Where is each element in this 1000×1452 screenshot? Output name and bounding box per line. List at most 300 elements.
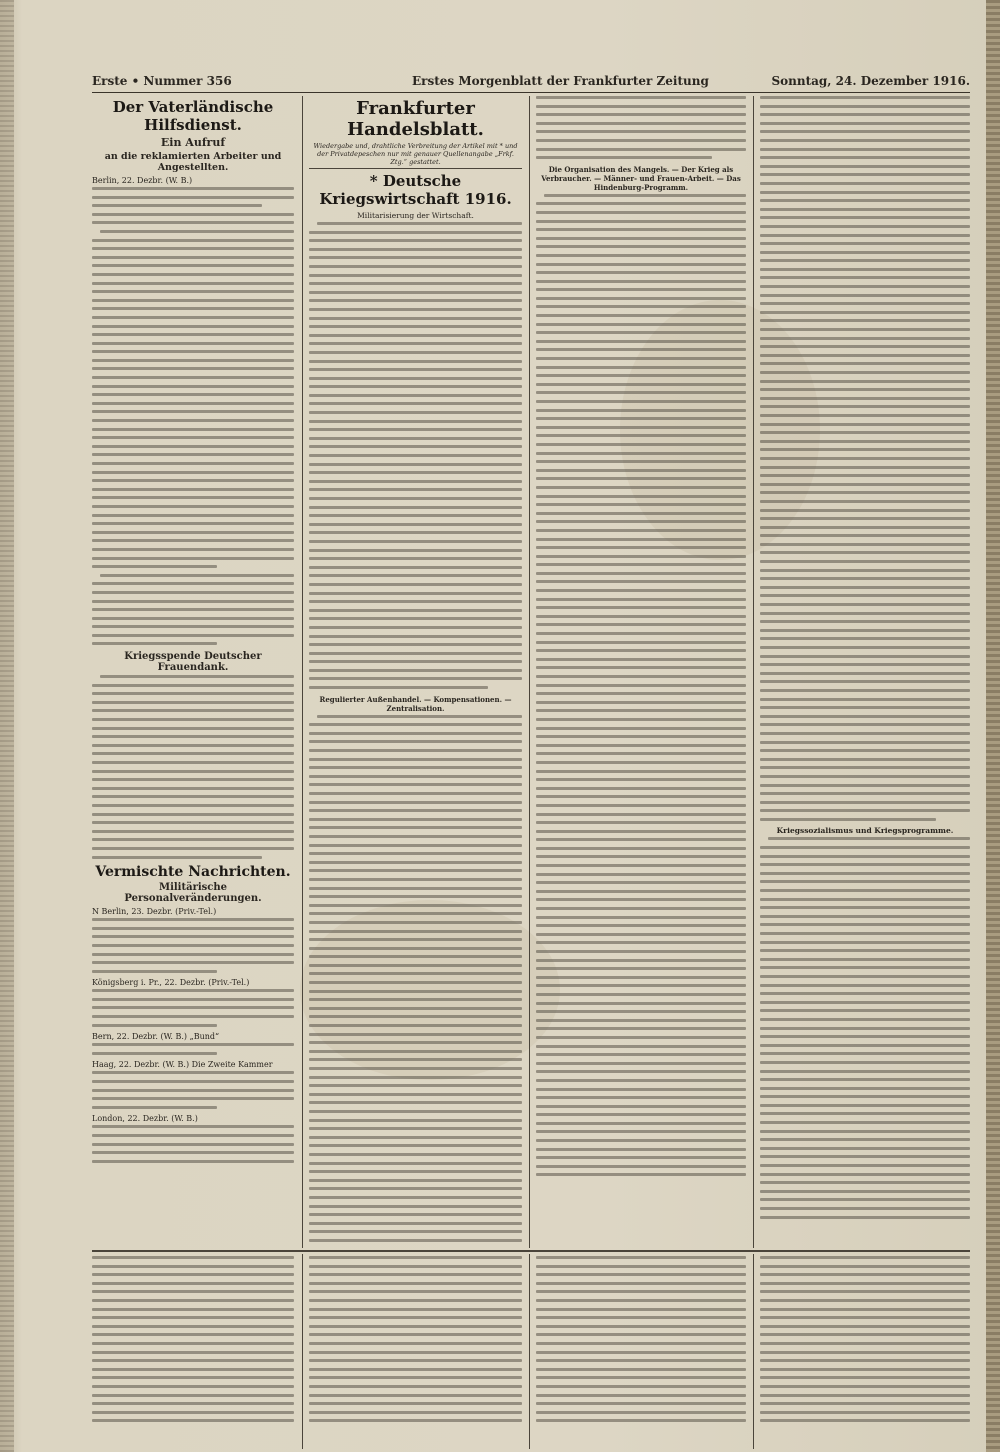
text-line xyxy=(309,1385,522,1388)
text-line xyxy=(536,538,746,541)
text-line xyxy=(760,949,970,952)
text-line xyxy=(536,1148,746,1151)
text-line xyxy=(309,1419,522,1422)
text-line xyxy=(536,1088,746,1091)
text-line xyxy=(536,1316,746,1319)
text-line xyxy=(92,684,294,687)
feuilleton-column-1 xyxy=(92,1256,294,1448)
text-line xyxy=(309,471,522,474)
text-line xyxy=(760,906,970,909)
article-body xyxy=(760,837,970,1218)
text-line xyxy=(536,692,746,695)
text-line xyxy=(536,323,746,326)
text-line xyxy=(92,1265,294,1268)
text-line xyxy=(92,989,294,992)
article-body xyxy=(92,1071,294,1108)
text-line xyxy=(92,1342,294,1345)
text-line xyxy=(92,813,294,816)
text-line xyxy=(309,454,522,457)
text-line xyxy=(92,290,294,293)
text-line xyxy=(536,804,746,807)
text-line xyxy=(536,709,746,712)
text-line xyxy=(92,1376,294,1379)
text-line xyxy=(536,366,746,369)
text-line xyxy=(309,660,522,663)
article-body xyxy=(760,96,970,821)
text-line xyxy=(309,1153,522,1156)
text-line xyxy=(760,483,970,486)
masthead xyxy=(92,72,970,93)
text-line xyxy=(536,727,746,730)
text-line xyxy=(760,1112,970,1115)
text-line xyxy=(536,580,746,583)
text-line xyxy=(536,941,746,944)
text-line xyxy=(92,1256,294,1259)
text-line xyxy=(536,280,746,283)
text-line xyxy=(760,397,970,400)
article-body xyxy=(309,715,522,1246)
text-line xyxy=(760,741,970,744)
newspaper-name: Erstes Morgenblatt der Frankfurter Zeitung xyxy=(412,74,709,88)
text-line xyxy=(92,1368,294,1371)
text-line xyxy=(92,847,294,850)
text-line xyxy=(92,591,294,594)
article-subtitle: Militarisierung der Wirtschaft. xyxy=(357,211,474,220)
text-line xyxy=(309,1162,522,1165)
text-line xyxy=(536,787,746,790)
text-line xyxy=(309,1282,522,1285)
text-line xyxy=(309,758,522,761)
text-line xyxy=(760,863,970,866)
text-line xyxy=(760,414,970,417)
text-line xyxy=(92,804,294,807)
text-line xyxy=(92,953,294,956)
text-line xyxy=(92,961,294,964)
text-line xyxy=(309,955,522,958)
text-line xyxy=(309,248,522,251)
text-line xyxy=(760,706,970,709)
text-line xyxy=(309,921,522,924)
text-line xyxy=(760,872,970,875)
text-line xyxy=(536,641,746,644)
text-line xyxy=(760,984,970,987)
text-line xyxy=(309,1084,522,1087)
text-line xyxy=(536,245,746,248)
text-line xyxy=(536,1165,746,1168)
text-line xyxy=(92,1151,294,1154)
text-line xyxy=(92,1015,294,1018)
text-line xyxy=(536,1062,746,1065)
text-line xyxy=(760,629,970,632)
text-line xyxy=(309,783,522,786)
text-line xyxy=(92,307,294,310)
text-line xyxy=(309,895,522,898)
text-line xyxy=(309,998,522,1001)
text-line xyxy=(760,302,970,305)
text-line xyxy=(536,503,746,506)
text-line xyxy=(536,589,746,592)
text-line xyxy=(536,1139,746,1142)
text-line xyxy=(309,912,522,915)
text-line xyxy=(92,744,294,747)
text-line xyxy=(536,254,746,257)
text-line xyxy=(309,990,522,993)
text-line xyxy=(309,488,522,491)
text-line xyxy=(760,165,970,168)
text-line xyxy=(92,325,294,328)
text-line xyxy=(760,216,970,219)
text-line xyxy=(760,975,970,978)
text-line xyxy=(309,574,522,577)
dateline: Berlin, 22. Dezbr. (W. B.) xyxy=(92,176,193,185)
column-1 xyxy=(92,96,294,1246)
text-line xyxy=(309,1007,522,1010)
text-line xyxy=(92,1273,294,1276)
text-line xyxy=(760,1207,970,1210)
text-line xyxy=(760,1009,970,1012)
text-line xyxy=(536,288,746,291)
text-line xyxy=(760,775,970,778)
text-line xyxy=(309,1290,522,1293)
feuilleton-body xyxy=(536,1256,746,1422)
text-line xyxy=(760,594,970,597)
text-line xyxy=(536,1130,746,1133)
text-line xyxy=(760,603,970,606)
text-line xyxy=(760,1351,970,1354)
text-line xyxy=(536,666,746,669)
text-line xyxy=(760,784,970,787)
text-line xyxy=(760,723,970,726)
text-line xyxy=(760,889,970,892)
text-line xyxy=(536,460,746,463)
sub-title: Kriegsspende Deutscher Frauendank. xyxy=(124,651,262,674)
text-line xyxy=(536,873,746,876)
text-line xyxy=(536,830,746,833)
text-line xyxy=(760,1138,970,1141)
text-line xyxy=(309,351,522,354)
text-line xyxy=(309,617,522,620)
text-line xyxy=(536,1010,746,1013)
text-line xyxy=(536,847,746,850)
text-line xyxy=(309,861,522,864)
text-line xyxy=(92,531,294,534)
text-line xyxy=(309,1033,522,1036)
text-line xyxy=(760,431,970,434)
issue-number: Erste • Nummer 356 xyxy=(92,74,232,88)
text-line xyxy=(760,846,970,849)
text-line xyxy=(536,305,746,308)
text-line xyxy=(92,821,294,824)
text-line xyxy=(309,437,522,440)
article-body xyxy=(92,1125,294,1162)
text-line xyxy=(309,256,522,259)
feuilleton-body xyxy=(760,1256,970,1422)
text-line xyxy=(536,813,746,816)
text-line xyxy=(309,1359,522,1362)
text-line xyxy=(536,1019,746,1022)
text-line xyxy=(92,350,294,353)
text-line xyxy=(92,701,294,704)
feuilleton-rule xyxy=(92,1250,970,1252)
text-line xyxy=(536,684,746,687)
text-line xyxy=(760,156,970,159)
text-line xyxy=(760,577,970,580)
article-body xyxy=(92,918,294,973)
text-line xyxy=(92,935,294,938)
text-line xyxy=(309,1187,522,1190)
text-line xyxy=(760,663,970,666)
text-line xyxy=(536,821,746,824)
text-line xyxy=(536,984,746,987)
column-rule xyxy=(753,96,754,1248)
text-line xyxy=(760,855,970,858)
text-line xyxy=(760,276,970,279)
text-line xyxy=(536,263,746,266)
text-line xyxy=(760,1282,970,1285)
text-line xyxy=(760,1368,970,1371)
feuilleton-column-3 xyxy=(536,1256,746,1448)
text-line xyxy=(92,436,294,439)
text-line xyxy=(92,548,294,551)
text-line xyxy=(92,1143,294,1146)
text-line xyxy=(760,1130,970,1133)
text-line xyxy=(92,299,294,302)
text-line xyxy=(760,1087,970,1090)
text-line xyxy=(536,156,712,159)
feuilleton-column-2 xyxy=(309,1256,522,1448)
text-line xyxy=(309,1273,522,1276)
text-line xyxy=(92,927,294,930)
text-line xyxy=(760,405,970,408)
text-line xyxy=(536,1359,746,1362)
text-line xyxy=(536,744,746,747)
text-line xyxy=(309,445,522,448)
subsection-heading: Kriegssozialismus und Kriegsprogramme. xyxy=(776,826,954,836)
text-line xyxy=(309,677,522,680)
text-line xyxy=(760,1316,970,1319)
text-line xyxy=(92,471,294,474)
text-line xyxy=(309,669,522,672)
text-line xyxy=(92,1134,294,1137)
text-line xyxy=(536,452,746,455)
text-line xyxy=(760,259,970,262)
text-line xyxy=(760,749,970,752)
text-line xyxy=(309,1067,522,1070)
text-line xyxy=(760,517,970,520)
column-rule xyxy=(529,1254,530,1449)
text-line xyxy=(536,237,746,240)
text-line xyxy=(760,1419,970,1422)
text-line xyxy=(760,958,970,961)
text-line xyxy=(760,1394,970,1397)
text-line xyxy=(309,1127,522,1130)
text-line xyxy=(760,440,970,443)
text-line xyxy=(92,213,294,216)
text-line xyxy=(536,409,746,412)
text-line xyxy=(536,933,746,936)
text-line xyxy=(536,477,746,480)
text-line xyxy=(309,1411,522,1414)
text-line xyxy=(309,1342,522,1345)
text-line xyxy=(760,715,970,718)
article-body xyxy=(309,222,522,689)
article-body xyxy=(536,194,746,1177)
text-line xyxy=(309,1076,522,1079)
issue-date: Sonntag, 24. Dezember 1916. xyxy=(771,74,970,88)
text-line xyxy=(92,600,294,603)
text-line xyxy=(760,1044,970,1047)
text-line xyxy=(536,271,746,274)
text-line xyxy=(309,792,522,795)
text-line xyxy=(760,672,970,675)
text-line xyxy=(536,1368,746,1371)
text-line xyxy=(309,869,522,872)
text-line xyxy=(309,818,522,821)
text-line xyxy=(544,194,746,197)
text-line xyxy=(536,1385,746,1388)
text-line xyxy=(760,242,970,245)
text-line xyxy=(536,881,746,884)
text-line xyxy=(760,234,970,237)
text-line xyxy=(309,411,522,414)
text-line xyxy=(92,1419,294,1422)
text-line xyxy=(92,1411,294,1414)
text-line xyxy=(309,1376,522,1379)
text-line xyxy=(92,367,294,370)
text-line xyxy=(760,1121,970,1124)
text-line xyxy=(92,1052,217,1055)
text-line xyxy=(760,474,970,477)
text-line xyxy=(92,1071,294,1074)
text-line xyxy=(92,333,294,336)
section-title: Vermischte Nachrichten. xyxy=(95,864,291,881)
text-line xyxy=(760,182,970,185)
text-line xyxy=(760,1273,970,1276)
text-line xyxy=(309,1308,522,1311)
text-line xyxy=(309,1093,522,1096)
text-line xyxy=(309,1394,522,1397)
text-line xyxy=(92,1385,294,1388)
text-line xyxy=(760,491,970,494)
column-rule xyxy=(529,96,530,1248)
text-line xyxy=(536,950,746,953)
text-line xyxy=(536,898,746,901)
text-line xyxy=(536,838,746,841)
text-line xyxy=(536,1376,746,1379)
text-line xyxy=(760,932,970,935)
text-line xyxy=(92,445,294,448)
text-line xyxy=(309,1368,522,1371)
text-line xyxy=(92,838,294,841)
text-line xyxy=(760,345,970,348)
text-line xyxy=(760,1164,970,1167)
text-line xyxy=(309,1333,522,1336)
text-line xyxy=(309,1196,522,1199)
text-line xyxy=(760,388,970,391)
text-line xyxy=(760,732,970,735)
text-line xyxy=(92,316,294,319)
text-line xyxy=(92,385,294,388)
text-line xyxy=(536,443,746,446)
text-line xyxy=(309,265,522,268)
text-line xyxy=(309,1316,522,1319)
text-line xyxy=(760,1181,970,1184)
text-line xyxy=(760,380,970,383)
text-line xyxy=(309,749,522,752)
text-line xyxy=(760,251,970,254)
text-line xyxy=(760,294,970,297)
text-line xyxy=(309,549,522,552)
text-line xyxy=(92,1006,294,1009)
text-line xyxy=(536,529,746,532)
text-line xyxy=(536,752,746,755)
text-line xyxy=(536,761,746,764)
text-line xyxy=(309,964,522,967)
text-line xyxy=(536,1333,746,1336)
text-line xyxy=(760,1104,970,1107)
text-line xyxy=(309,1325,522,1328)
text-line xyxy=(536,1002,746,1005)
text-line xyxy=(92,282,294,285)
text-line xyxy=(536,735,746,738)
text-line xyxy=(760,612,970,615)
text-line xyxy=(760,1018,970,1021)
text-line xyxy=(317,222,522,225)
text-line xyxy=(760,448,970,451)
text-line xyxy=(309,308,522,311)
text-line xyxy=(536,1411,746,1414)
text-line xyxy=(536,1105,746,1108)
text-line xyxy=(536,1419,746,1422)
text-line xyxy=(92,1333,294,1336)
text-line xyxy=(309,1351,522,1354)
text-line xyxy=(760,551,970,554)
text-line xyxy=(92,1299,294,1302)
feuilleton-column-4 xyxy=(760,1256,970,1448)
text-line xyxy=(92,488,294,491)
text-line xyxy=(92,998,294,1001)
text-line xyxy=(309,723,522,726)
text-line xyxy=(536,1070,746,1073)
text-line xyxy=(536,374,746,377)
text-line xyxy=(92,709,294,712)
text-line xyxy=(760,1173,970,1176)
text-line xyxy=(92,944,294,947)
text-line xyxy=(309,1058,522,1061)
appeal-subtitle: an die reklamierten Arbeiter und Angestellten. xyxy=(104,151,282,173)
text-line xyxy=(309,652,522,655)
text-line xyxy=(760,801,970,804)
text-line xyxy=(760,319,970,322)
text-line xyxy=(309,1402,522,1405)
dateline: Haag, 22. Dezbr. (W. B.) Die Zweite Kammer xyxy=(92,1060,273,1070)
text-line xyxy=(760,1376,970,1379)
text-line xyxy=(760,285,970,288)
text-line xyxy=(309,740,522,743)
text-line xyxy=(536,675,746,678)
text-line xyxy=(760,1256,970,1259)
text-line xyxy=(536,495,746,498)
text-line xyxy=(760,199,970,202)
text-line xyxy=(536,1342,746,1345)
dateline: London, 22. Dezbr. (W. B.) xyxy=(92,1114,198,1124)
text-line xyxy=(92,1402,294,1405)
text-line xyxy=(309,497,522,500)
text-line xyxy=(309,1050,522,1053)
text-line xyxy=(760,1359,970,1362)
text-line xyxy=(92,617,294,620)
text-line xyxy=(760,500,970,503)
